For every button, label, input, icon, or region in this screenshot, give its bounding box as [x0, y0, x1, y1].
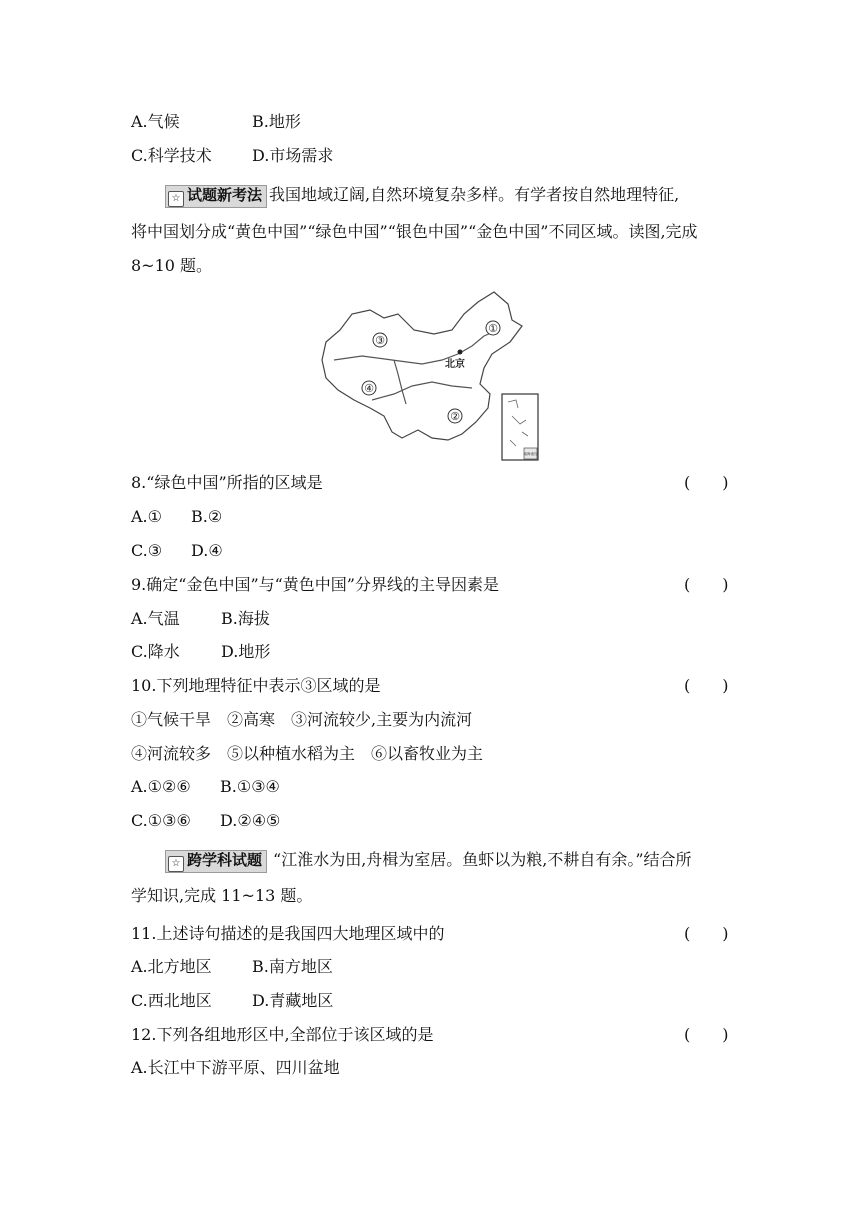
q11-option-b: B.南方地区	[252, 957, 333, 976]
section1-intro-line1: ☆ 试题新考法 我国地域辽阔,自然环境复杂多样。有学者按自然地理特征,	[165, 185, 679, 208]
q8-option-row-1	[131, 507, 223, 527]
q11-answer-parens: ( )	[684, 924, 729, 943]
south-china-sea-inset	[502, 394, 538, 460]
section1-intro-line3: 8~10 题。	[131, 256, 213, 275]
q10-option-row-2	[131, 811, 281, 831]
q10-features-line2: ④河流较多 ⑤以种植水稻为主 ⑥以畜牧业为主	[131, 744, 484, 763]
section-tag-new-method: ☆ 试题新考法	[165, 185, 267, 208]
region-4-label: ④	[364, 382, 374, 395]
star-icon: ☆	[168, 856, 184, 872]
q10-features-line1: ①气候干旱 ②高寒 ③河流较少,主要为内流河	[131, 710, 473, 729]
q11-option-row-2	[131, 991, 334, 1011]
q7-option-d: D.市场需求	[252, 146, 334, 165]
region-1-label: ①	[488, 322, 498, 335]
china-outline	[322, 292, 522, 440]
q9-option-row-2	[131, 642, 271, 662]
q9-answer-parens: ( )	[684, 575, 729, 594]
q8-option-a: A.①	[131, 507, 162, 526]
q10-option-b: B.①③④	[220, 777, 280, 796]
q8-answer-parens: ( )	[684, 473, 729, 492]
q7-option-row-1	[131, 112, 301, 132]
q10-option-a: A.①②⑥	[131, 777, 191, 796]
region-3-label: ③	[375, 334, 385, 347]
q9-option-b: B.海拔	[221, 609, 270, 628]
star-icon: ☆	[168, 191, 184, 207]
q9-option-d: D.地形	[221, 642, 271, 661]
section1-intro-line2: 将中国划分成“黄色中国”“绿色中国”“银色中国”“金色中国”不同区域。读图,完成	[131, 222, 698, 241]
beijing-marker	[458, 350, 463, 355]
q8-option-d: D.④	[191, 541, 223, 560]
boundary-line-north	[334, 354, 458, 364]
q8-option-row-2	[131, 541, 223, 561]
q12-option-a: A.长江中下游平原、四川盆地	[131, 1058, 340, 1077]
boundary-line-west	[394, 360, 406, 404]
inset-label: 南海诸岛	[523, 452, 538, 456]
q8-option-c: C.③	[131, 541, 163, 560]
q11-option-c: C.西北地区	[131, 991, 212, 1010]
q9-option-a: A.气温	[131, 609, 180, 628]
q9-stem: 9.确定“金色中国”与“黄色中国”分界线的主导因素是	[131, 575, 499, 594]
q10-option-c: C.①③⑥	[131, 811, 191, 830]
q7-option-row-2	[131, 146, 334, 166]
q9-option-row-1	[131, 609, 270, 629]
section2-intro-line1: ☆ 跨学科试题 “江淮水为田,舟楫为室居。鱼虾以为粮,不耕自有余。”结合所	[165, 850, 692, 873]
section2-intro-line2: 学知识,完成 11~13 题。	[131, 886, 313, 905]
q8-option-b: B.②	[191, 507, 223, 526]
q7-option-c: C.科学技术	[131, 146, 212, 165]
q10-answer-parens: ( )	[684, 676, 729, 695]
q10-option-row-1	[131, 777, 280, 797]
q12-answer-parens: ( )	[684, 1025, 729, 1044]
q10-option-d: D.②④⑤	[220, 811, 281, 830]
q7-option-b: B.地形	[252, 112, 301, 131]
q8-stem: 8.“绿色中国”所指的区域是	[131, 473, 323, 492]
q11-option-row-1	[131, 957, 333, 977]
boundary-line-south	[372, 382, 472, 400]
q10-stem: 10.下列地理特征中表示③区域的是	[131, 676, 381, 695]
q12-stem: 12.下列各组地形区中,全部位于该区域的是	[131, 1025, 434, 1044]
beijing-label: 北京	[445, 359, 465, 370]
section-tag-interdisciplinary: ☆ 跨学科试题	[165, 850, 267, 873]
q11-option-a: A.北方地区	[131, 957, 212, 976]
q11-option-d: D.青藏地区	[252, 991, 334, 1010]
region-2-label: ②	[450, 410, 460, 423]
q9-option-c: C.降水	[131, 642, 180, 661]
q7-option-a: A.气候	[131, 112, 180, 131]
china-regions-map	[312, 290, 542, 466]
q11-stem: 11.上述诗句描述的是我国四大地理区域中的	[131, 924, 445, 943]
